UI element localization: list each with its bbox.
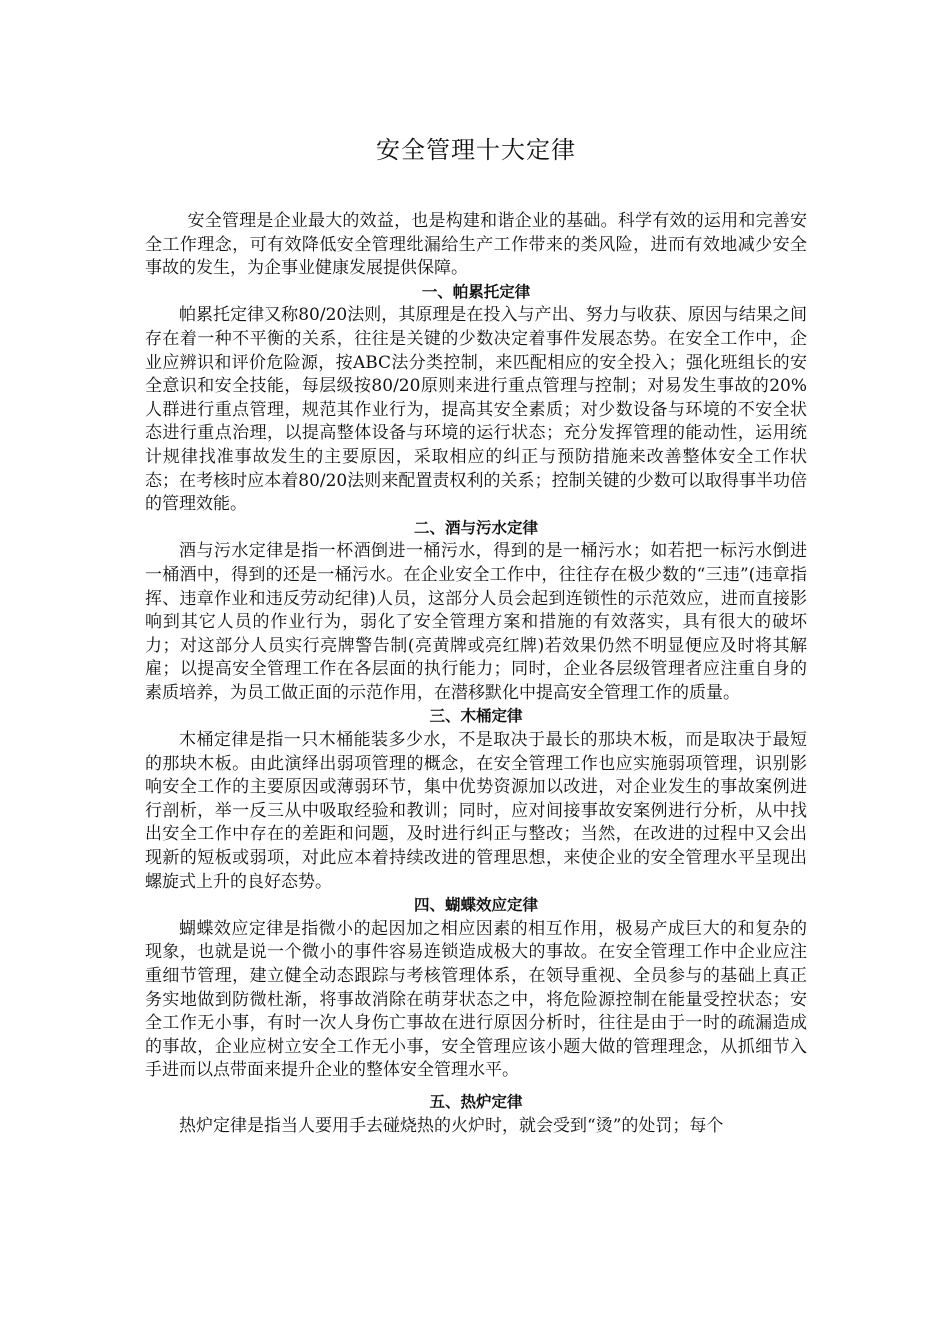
- section-heading-wine-sewage: 二、酒与污水定律: [413, 518, 538, 537]
- intro-paragraph: 安全管理是企业最大的效益，也是构建和谐企业的基础。科学有效的运用和完善安全工作理念，可有效降低安全管理纰漏给生产工作带来的类风险，进而有效地减少安全事故的发生，为企事业健康发展提供保障。: [145, 211, 807, 279]
- section-heading-hot-stove: 五、热炉定律: [429, 1092, 523, 1111]
- document-page: [145, 128, 807, 1138]
- section-heading-wooden-bucket: 三、木桶定律: [429, 707, 523, 726]
- section-body-hot-stove: 热炉定律是指当人要用手去碰烧热的火炉时，就会受到“烫”的处罚；每个: [179, 1115, 724, 1136]
- document-title: 安全管理十大定律: [376, 136, 576, 164]
- section-body-pareto: 帕累托定律又称80/20法则，其原理是在投入与产出、努力与收获、原因与结果之间存在着一种不平衡的关系，往往是关键的少数决定着事件发展态势。在安全工作中，企业应辨识和评价危险源，按ABC法分类控制，来匹配相应的安全投入；强化班组长的安全意识和安全技能，每层级按80/20原则来进行重点管理与控制；对易发生事故的20%人群进行重点管理，规范其作业行为，提高其安全素质；对少数设备与环境的不安全状态进行重点治理，以提高整体设备与环境的运行状态；充分发挥管理的能动性，运用统计规律找准事故发生的主要原因，采取相应的纠正与预防措施来改善整体安全工作状态；在考核时应本着80/20法则来配置责权利的关系；控制关键的少数可以取得事半功倍的管理效能。: [145, 305, 807, 515]
- section-body-wooden-bucket: 木桶定律是指一只木桶能装多少水，不是取决于最长的那块木板，而是取决于最短的那块木板。由此演绎出弱项管理的概念，在安全管理工作也应实施弱项管理，识别影响安全工作的主要原因或薄弱环节，集中优势资源加以改进，对企业发生的事故案例进行剖析，举一反三从中吸取经验和教训；同时，应对间接事故安案例进行分析，从中找出安全工作中存在的差距和问题，及时进行纠正与整改；当然，在改进的过程中又会出现新的短板或弱项，对此应本着持续改进的管理思想，来使企业的安全管理水平呈现出螺旋式上升的良好态势。: [145, 730, 807, 892]
- section-heading-pareto: 一、帕累托定律: [421, 282, 531, 301]
- section-heading-butterfly-effect: 四、蝴蝶效应定律: [413, 896, 538, 915]
- section-body-butterfly-effect: 蝴蝶效应定律是指微小的起因加之相应因素的相互作用，极易产成巨大的和复杂的现象，也就是说一个微小的事件容易连锁造成极大的事故。在安全管理工作中企业应注重细节管理，建立健全动态跟踪与考核管理体系，在领导重视、全员参与的基础上真正务实地做到防微杜渐，将事故消除在萌芽状态之中，将危险源控制在能量受控状态；安全工作无小事，有时一次人身伤亡事故在进行原因分析时，往往是由于一时的疏漏造成的事故，企业应树立安全工作无小事，安全管理应该小题大做的管理理念，从抓细节入手进而以点带面来提升企业的整体安全管理水平。: [145, 918, 807, 1081]
- section-body-wine-sewage: 酒与污水定律是指一杯酒倒进一桶污水，得到的是一桶污水；如若把一标污水倒进一桶酒中，得到的还是一桶污水。在企业安全工作中，往往存在极少数的“三违”(违章指挥、违章作业和违反劳动纪律)人员，这部分人员会起到连锁性的示范效应，进而直接影响到其它人员的作业行为，弱化了安全管理方案和措施的有效落实，具有很大的破坏力；对这部分人员实行亮牌警告制(亮黄牌或亮红牌)若效果仍然不明显便应及时将其解雇；以提高安全管理工作在各层面的执行能力；同时，企业各层级管理者应注重自身的素质培养，为员工做正面的示范作用，在潜移默化中提高安全管理工作的质量。: [145, 541, 807, 703]
